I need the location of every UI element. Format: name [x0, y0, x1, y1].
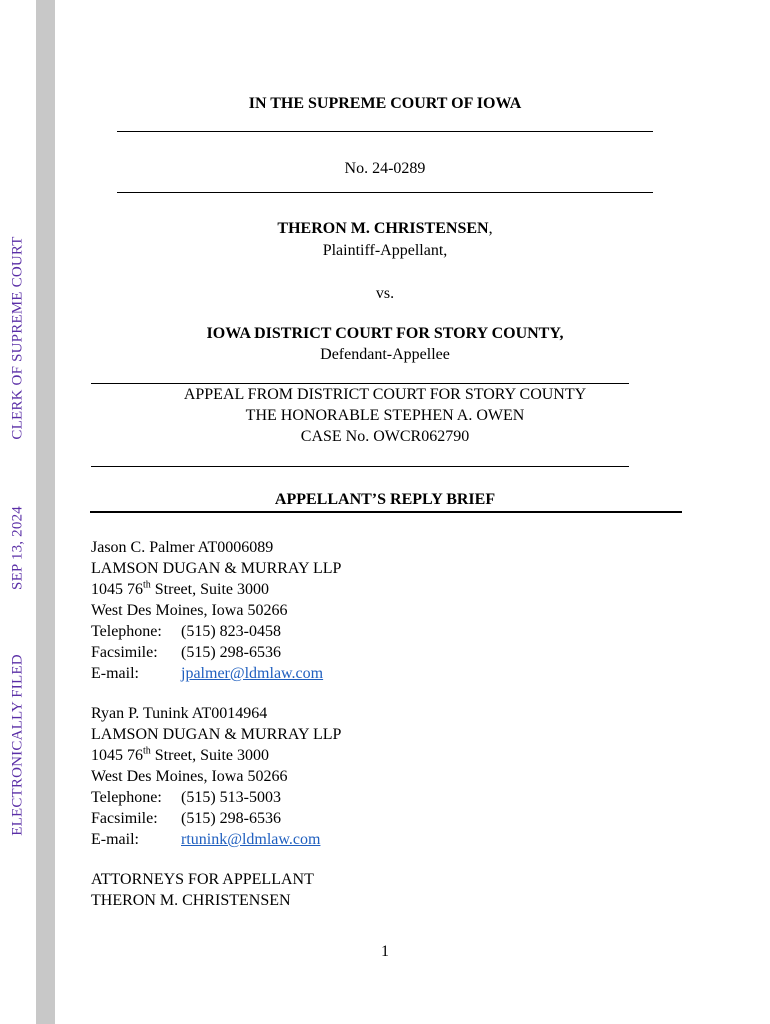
appeal-line-1: APPEAL FROM DISTRICT COURT FOR STORY COUNTY [183, 386, 587, 403]
attorney-1-city: West Des Moines, Iowa 50266 [91, 602, 288, 619]
defendant-role: Defendant-Appellee [320, 346, 450, 363]
left-margin-bar [36, 0, 55, 1024]
street-suffix: th [143, 579, 151, 591]
plaintiff-name [100, 220, 670, 238]
attorney-2-name: Ryan P. Tunink AT0014964 [91, 705, 268, 722]
facsimile-label: Facsimile: [91, 810, 158, 827]
attorney-1-name: Jason C. Palmer AT0006089 [91, 539, 274, 556]
brief-title-underline [90, 511, 682, 513]
appeal-line-3: CASE No. OWCR062790 [300, 428, 470, 445]
attorney-2-city: West Des Moines, Iowa 50266 [91, 768, 288, 785]
street-number: 1045 76 [91, 581, 143, 598]
divider-2 [117, 192, 653, 193]
telephone-label: Telephone: [91, 789, 162, 806]
street-number: 1045 76 [91, 747, 143, 764]
attorney-1-firm: LAMSON DUGAN & MURRAY LLP [91, 560, 342, 577]
email-label: E-mail: [91, 665, 139, 682]
page-number: 1 [381, 943, 389, 960]
facsimile-value: (515) 298-6536 [181, 810, 281, 827]
street-rest: Street, Suite 3000 [150, 581, 269, 598]
facsimile-value: (515) 298-6536 [181, 644, 281, 661]
attorneys-for-line-1: ATTORNEYS FOR APPELLANT [91, 871, 314, 888]
stamp-electronically-filed: ELECTRONICALLY FILED [9, 654, 26, 836]
attorneys-for-line-2: THERON M. CHRISTENSEN [91, 892, 291, 909]
attorney-1-email [91, 663, 341, 684]
plaintiff-name-text: THERON M. CHRISTENSEN [277, 220, 489, 237]
plaintiff-comma: , [488, 220, 493, 237]
court-title: IN THE SUPREME COURT OF IOWA [248, 95, 522, 112]
attorney-2-telephone [91, 787, 341, 808]
versus: vs. [375, 285, 395, 302]
brief-title: APPELLANT’S REPLY BRIEF [274, 491, 496, 508]
telephone-value: (515) 513-5003 [181, 789, 281, 806]
telephone-label: Telephone: [91, 623, 162, 640]
attorney-1-telephone [91, 621, 341, 642]
divider-3 [91, 383, 629, 384]
attorney-2-block [91, 703, 341, 850]
attorney-2-email [91, 829, 341, 850]
email-label: E-mail: [91, 831, 139, 848]
attorney-2-firm: LAMSON DUGAN & MURRAY LLP [91, 726, 342, 743]
attorney-1-street [91, 579, 341, 600]
stamp-clerk: CLERK OF SUPREME COURT [9, 236, 26, 440]
street-rest: Street, Suite 3000 [150, 747, 269, 764]
facsimile-label: Facsimile: [91, 644, 158, 661]
plaintiff-role: Plaintiff-Appellant, [322, 242, 448, 259]
attorney-1-facsimile [91, 642, 341, 663]
email-link[interactable]: rtunink@ldmlaw.com [181, 831, 321, 848]
attorney-1-block [91, 537, 341, 684]
telephone-value: (515) 823-0458 [181, 623, 281, 640]
case-number: No. 24-0289 [344, 160, 426, 177]
appeal-line-2: THE HONORABLE STEPHEN A. OWEN [245, 407, 525, 424]
attorney-2-facsimile [91, 808, 341, 829]
attorney-2-street [91, 745, 341, 766]
street-suffix: th [143, 745, 151, 757]
filing-stamp [4, 0, 32, 1024]
stamp-date: SEP 13, 2024 [9, 506, 26, 590]
email-link[interactable]: jpalmer@ldmlaw.com [181, 665, 324, 682]
defendant-name: IOWA DISTRICT COURT FOR STORY COUNTY, [206, 325, 564, 342]
attorneys-for-block [91, 869, 314, 911]
divider-4 [91, 466, 629, 467]
divider-1 [117, 131, 653, 132]
